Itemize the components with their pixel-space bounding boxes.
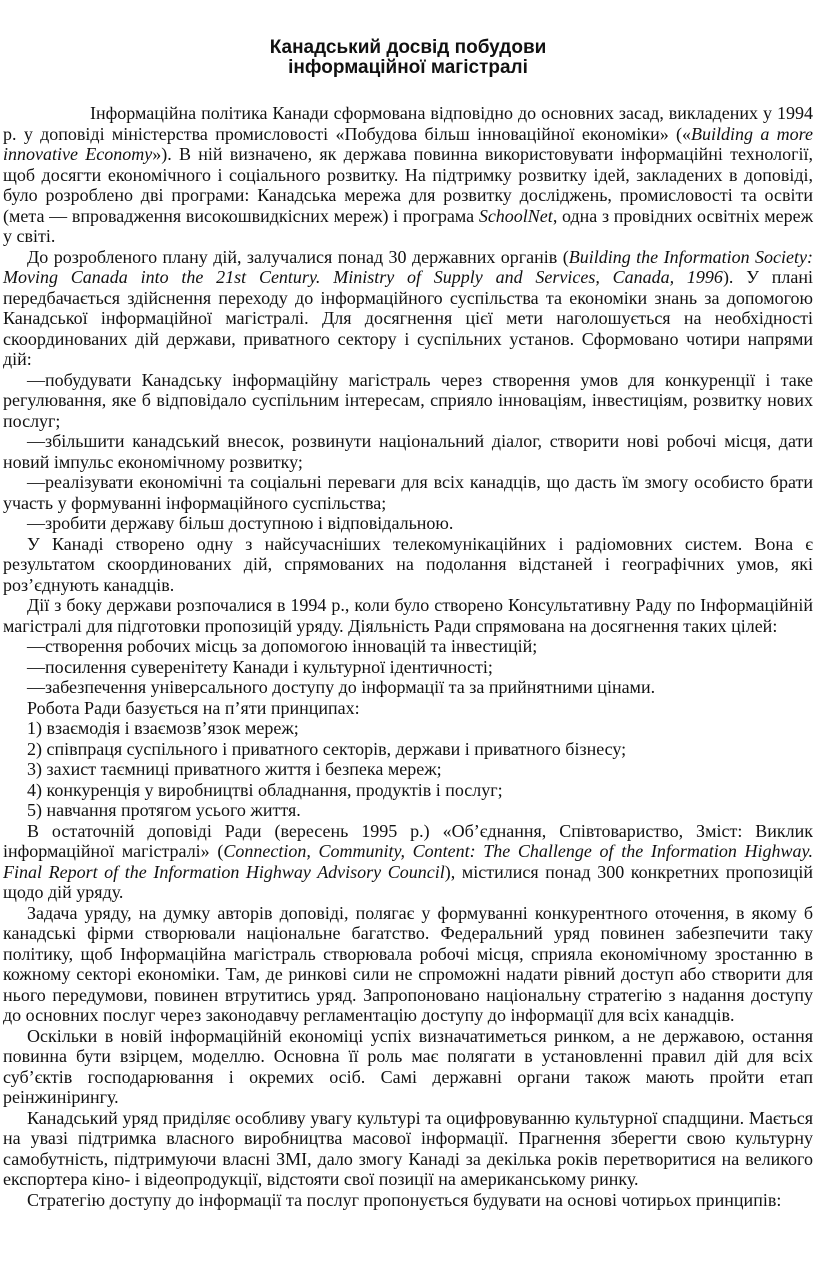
paragraph: Дії з боку держави розпочалися в 1994 р., коли було створено Консультативну Раду по Інформаційній магістралі для підготовки пропозицій уряду. Діяльність Ради спрямована на досягнення таких цілей: (3, 595, 813, 636)
paragraph: Оскільки в новій інформаційній економіці успіх визначатиметься ринком, а не державою, остання повинна бути взірцем, моделлю. Основна її роль має полягати в установленні правил дій для всіх суб’єктів господарювання і окремих осіб. Самі державні органи також мають пройти етап реінжинірингу. (3, 1025, 813, 1107)
numbered-item: 2) співпраця суспільного і приватного секторів, держави і приватного бізнесу; (27, 738, 627, 759)
list-item: —зробити державу більш доступною і відповідальною. (27, 513, 454, 533)
list-item: —збільшити канадський внесок, розвинути національний діалог, створити нові робочі місця, дати новий імпульс економічному розвитку; (3, 431, 813, 472)
paragraph: У Канаді створено одну з найсучасніших телекомунікаційних і радіомовних систем. Вона є результатом скоординованих дій, спрямованих на подолання відстаней і географічних умов, які роз’єднують канадців. (3, 533, 813, 595)
paragraph: В остаточній доповіді Ради (вересень 1995 р.) «Об’єднання, Співтовариство, Зміст: Виклик інформаційної магістралі» (Connection, Community, Content: The Challenge of the Information Highway. Final Report of the Information Highway Advisory Council), містилися понад 300 конкретних пропозицій щодо дій уряду. (3, 820, 813, 902)
list-item: —забезпечення універсального доступу до інформації та за прийнятними цінами. (27, 677, 656, 697)
page-title-line-2: інформаційної магістралі (288, 57, 528, 78)
numbered-item: 5) навчання протягом усього життя. (27, 800, 301, 820)
paragraph: Інформаційна політика Канади сформована відповідно до основних засад, викладених у 1994 р. у доповіді міністерства промисловості «Побудова більш інноваційної економіки» («Building a more innovative Economy»). В ній визначено, як держава повинна використовувати інформаційні технології, щоб досягти економічного і соціального розвитку. На підтримку розвитку ідей, закладених в доповіді, було розроблено дві програми: Канадська мережа для розвитку досліджень, промисловості та освіти (мета — впровадження високошвидкісних мереж) і програма SchoolNet, одна з провідних освітніх мереж у світі. (3, 103, 813, 246)
document-body (3, 103, 813, 1210)
paragraph: Робота Ради базується на п’яти принципах: (27, 697, 360, 718)
paragraph: Задача уряду, на думку авторів доповіді, полягає у формуванні конкурентного оточення, в якому б канадські фірми створювали національне багатство. Федеральний уряд повинен забезпечити таку політику, щоб Інформаційна магістраль створювала робочі місця, сприяла економічному зростанню в кожному секторі економіки. Там, де ринкові сили не спроможні надати рівний доступ або створити для нього передумови, повинен втрутитись уряд. Запропоновано національну стратегію з надання доступу до основних послуг через законодавчу регламентацію доступу до інформації для всіх канадців. (3, 902, 813, 1025)
list-item: —створення робочих місць за допомогою інновацій та інвестицій; (27, 636, 538, 656)
numbered-item: 4) конкуренція у виробництві обладнання, продуктів і послуг; (27, 779, 503, 800)
list-item: —посилення суверенітету Канади і культурної ідентичності; (27, 656, 493, 677)
list-item: —реалізувати економічні та соціальні переваги для всіх канадців, що дасть їм змогу особисто брати участь у формуванні інформаційного суспільства; (3, 472, 813, 513)
list-item: —побудувати Канадську інформаційну магістраль через створення умов для конкуренції і таке регулювання, яке б відповідало суспільним інтересам, сприяло інноваціям, інвестиціям, розвитку нових послуг; (3, 369, 813, 431)
paragraph: До розробленого плану дій, залучалися понад 30 державних органів (Building the Information Society: Moving Canada into the 21st Century. Ministry of Supply and Services, Canada, 1996). У плані передбачається здійснення переходу до інформаційного суспільства та економіки знань за допомогою Канадської інформаційної магістралі. Для досягнення цієї мети наголошується на необхідності скоординованих дій держави, приватного сектору і суспільних установ. Сформовано чотири напрями дій: (3, 246, 813, 369)
numbered-item: 3) захист таємниці приватного життя і безпека мереж; (27, 759, 442, 779)
numbered-item: 1) взаємодія і взаємозв’язок мереж; (27, 718, 299, 738)
page-title-line-1: Канадський досвід побудови (269, 37, 547, 58)
paragraph: Канадський уряд приділяє особливу увагу культурі та оцифровуванню культурної спадщини. Мається на увазі підтримка власного виробництва масової інформації. Прагнення зберегти свою культурну самобутність, підтримуючи власні ЗМІ, дало змогу Канаді за декілька років перетворитися на великого експортера кіно- і відеопродукції, відстояти свої позиції на американському ринку. (3, 1107, 813, 1189)
paragraph: Стратегію доступу до інформації та послуг пропонується будувати на основі чотирьох принципів: (27, 1189, 782, 1210)
